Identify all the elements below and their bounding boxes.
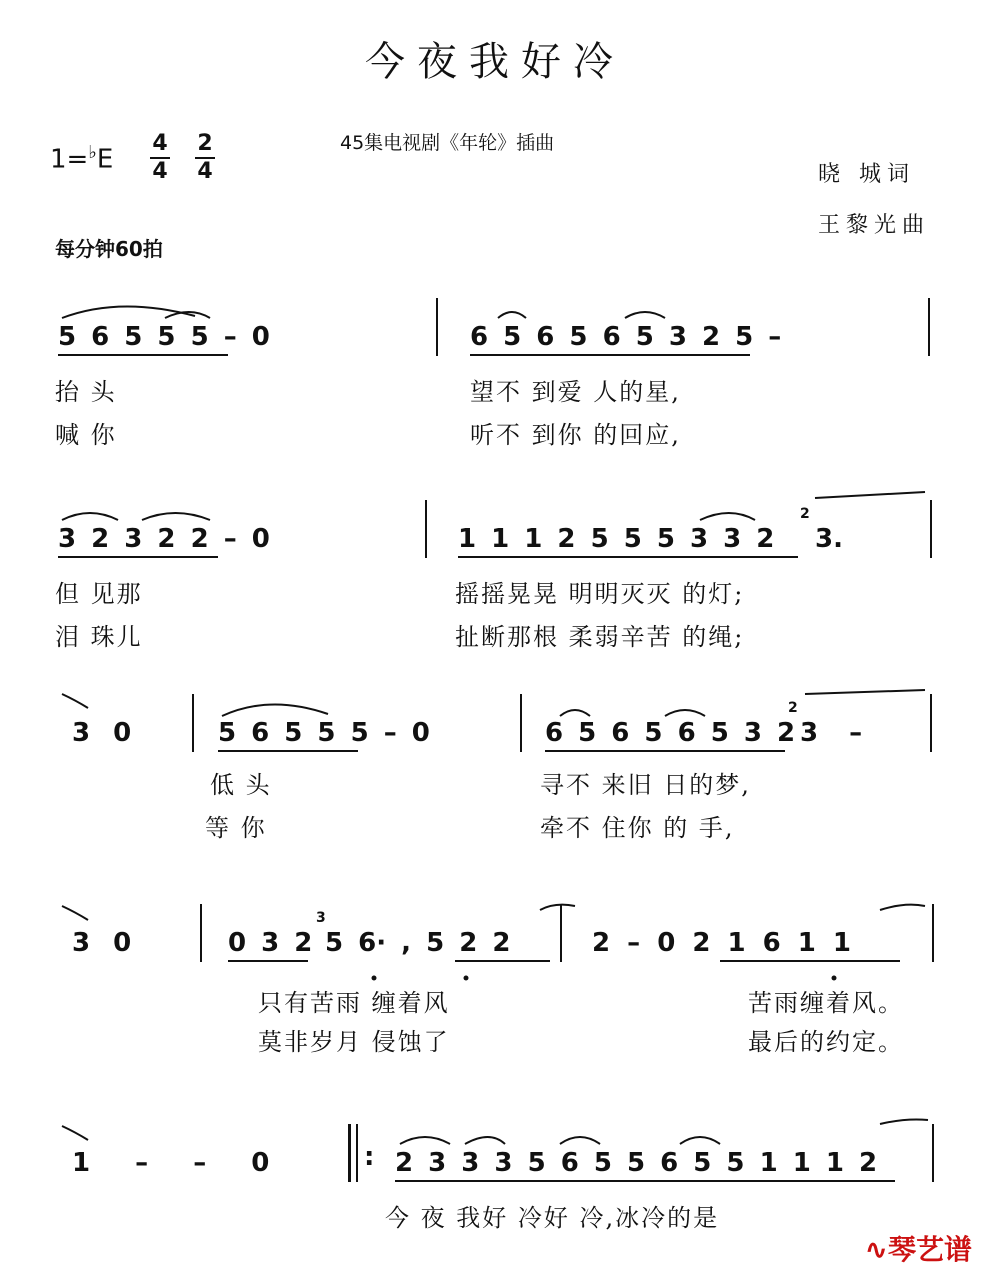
system1-lyric2-a: 喊 你 [55, 421, 117, 449]
underline [720, 960, 900, 962]
system2-grace: 2 [800, 506, 810, 522]
system4-notes-d: 2 – 0 2 1 6 1 1 [592, 928, 851, 958]
system2-lyric1-a: 但 见那 [55, 580, 143, 608]
barline [200, 904, 202, 962]
underline [58, 354, 228, 356]
lyricist: 晓 城词 [818, 162, 915, 187]
system4-lyric2-b: 莫非岁月 侵蚀了 [258, 1028, 450, 1056]
system4-lyric2-d: 最后的约定。 [748, 1028, 904, 1056]
system3-notes-c: 6 5 6 5 6 5 3 2 [545, 718, 796, 748]
system3-lyric2-c: 牵不 住你 的 手, [540, 814, 735, 842]
barline [192, 694, 194, 752]
system4-notes-c: 5 6· , 5 2 2 [325, 928, 511, 958]
underline [455, 960, 550, 962]
system5-lyric1-b: 今 夜 我好 冷好 冷,冰冷的是 [385, 1204, 720, 1232]
system2-notes-b: 1 1 1 2 5 5 5 3 3 2 [458, 524, 775, 554]
system3-notes-b: 5 6 5 5 5 – 0 [218, 718, 430, 748]
system2-lyric2-b: 扯断那根 柔弱辛苦 的绳; [455, 623, 745, 651]
system3-lyric1-c: 寻不 来旧 日的梦, [540, 771, 751, 799]
system4-notes-b: 0 3 2 [228, 928, 313, 958]
system3-lyric1-b: 低 头 [210, 771, 272, 799]
system1-notes-b: 6 5 6 5 6 5 3 2 5 – [470, 322, 782, 352]
composer: 王黎光曲 [818, 213, 931, 238]
system2-notes-a: 3 2 3 2 2 – 0 [58, 524, 270, 554]
system2-lyric1-b: 摇摇晃晃 明明灭灭 的灯; [455, 580, 745, 608]
system4-lyric1-b: 只有苦雨 缠着风 [258, 989, 450, 1017]
repeat-barline [356, 1124, 358, 1182]
barline [932, 904, 934, 962]
system4-grace: 3 [316, 910, 326, 926]
underline [458, 556, 798, 558]
flat-icon: ♭ [88, 142, 97, 163]
system1-lyric1-b: 望不 到爱 人的星, [470, 378, 681, 406]
system5-notes-b: 2 3 3 3 5 6 5 5 6 5 5 1 1 1 2 [395, 1148, 878, 1178]
subtitle: 45集电视剧《年轮》插曲 [340, 132, 555, 154]
system1-lyric1-a: 抬 头 [55, 378, 117, 406]
system2-lyric2-a: 泪 珠儿 [55, 623, 143, 651]
barline [520, 694, 522, 752]
time-signature-1: 4 4 [150, 132, 170, 184]
underline [218, 750, 358, 752]
repeat-dots-icon: : [364, 1142, 375, 1172]
barline [436, 298, 438, 356]
system3-notes-a: 3 0 [72, 718, 132, 748]
system4-notes-a: 3 0 [72, 928, 132, 958]
system2-notes-c: 3. [815, 524, 843, 554]
system4-lyric1-d: 苦雨缠着风。 [748, 989, 904, 1017]
key-signature: 1=♭E [50, 142, 114, 175]
wave-icon: ∿ [864, 1233, 888, 1266]
barline [928, 298, 930, 356]
system5-notes-a: 1 – – 0 [72, 1148, 270, 1178]
time-signature-2: 2 4 [195, 132, 215, 184]
song-title: 今夜我好冷 [365, 39, 625, 85]
barline [930, 500, 932, 558]
underline [545, 750, 785, 752]
system3-notes-d: 3 – [800, 718, 863, 748]
barline [932, 1124, 934, 1182]
barline [425, 500, 427, 558]
system1-notes-a: 5 6 5 5 5 – 0 [58, 322, 270, 352]
watermark-logo: ∿琴艺谱 [864, 1233, 972, 1266]
barline [560, 904, 562, 962]
barline [930, 694, 932, 752]
system3-lyric2-b: 等 你 [205, 814, 267, 842]
underline [470, 354, 750, 356]
repeat-barline [348, 1124, 351, 1182]
tempo: 每分钟60拍 [55, 237, 163, 261]
underline [395, 1180, 895, 1182]
underline [58, 556, 218, 558]
system1-lyric2-b: 听不 到你 的回应, [470, 421, 681, 449]
system3-grace: 2 [788, 700, 798, 716]
underline [228, 960, 308, 962]
